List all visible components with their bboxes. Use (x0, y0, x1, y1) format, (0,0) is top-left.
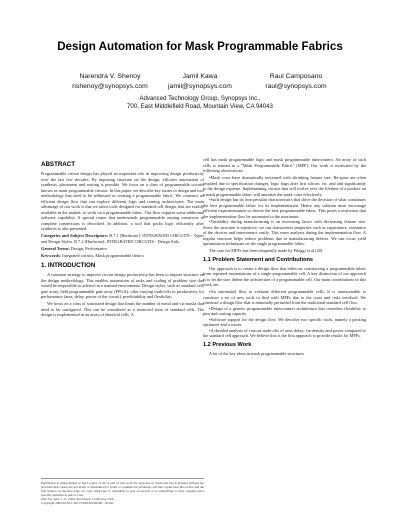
affiliation-line-1: Advanced Technology Group, Synopsys Inc., (139, 95, 261, 102)
affiliation (0, 95, 400, 111)
abstract-heading: ABSTRACT (41, 161, 76, 168)
intro-paragraph: We focus on a class of structured design that limits the number of metal and via masks that need to be configured. This can be considered as a restricted form of standard cells. The design is implemented as an array of identical cells. A (41, 301, 204, 318)
intro-paragraph: A common strategy to improve circuit design productivity has been to impose structure on the design methodology. This enables automation of tasks and scaling of problem size that would be impossible to achieve in a manual environment. Design styles, such as standard cell, gate array, field programmable gate array (FPGA), offer varying trade-offs in productivity for performance (area, delay, power of the circuit), predictability and flexibility. (41, 272, 204, 300)
keywords-text: Integrated circuits, Mask programmable fabrics (62, 252, 144, 258)
right-column (203, 157, 366, 358)
permission-notice: Permission to make digital or hard copies of all or part of this work for personal or classroom use is granted without fee provided that copies are not made or distributed for profit or commercial advantage and that copies bear this notice and the full citation on the first page. To copy otherwise, to republish, to post on servers or to redistribute to lists, requires prior specific permission and/or a fee. (41, 481, 204, 498)
author-block-kawa (145, 72, 255, 92)
general-terms (41, 246, 204, 252)
list-item: • Software support for the design flow. We describe two specific tools, namely a packing optimizer and a router. (203, 317, 366, 328)
abstract-text: Programmable circuit design has played an important role in improving design productivity over the last few decades. By imposing structure on the design, efficient automation of synthesis, placement and routing is possible. We focus on a class of programmable circuits known as mask programmable circuits. In this paper, we describe key issues in design and tool methodology that need to be addressed in creating a programmable fabric. We construct an efficient design flow that can explore different logic and routing architectures. The main advantage of our work is that we tailor tools designed for standard cell design, that are readily available in the market, to work on a programmable fabric. Our flow requires some additional software capability. A special router that understands programmable routing constructs to complete connections is described. In addition, a tool that packs logic efficiently after synthesis is also presented. (41, 171, 204, 231)
observations-list (203, 175, 366, 247)
affiliation-line-2: 700, East Middlefield Road, Mountain View, CA 94043 (127, 103, 273, 110)
contributions-list (203, 289, 366, 339)
categories-label: Categories and Subject Descriptors: (41, 233, 108, 239)
categories (41, 233, 204, 244)
author-block-camposano (241, 72, 351, 92)
author-email: raul@synopsys.com (265, 83, 327, 90)
section-heading-1-1: 1.1 Problem Statement and Contributions (203, 256, 314, 263)
left-column (41, 157, 204, 319)
introduction-heading: 1. INTRODUCTION (41, 262, 96, 270)
categories-text: B.7.1 [Hardware]: INTEGRATED CIRCUITS - Types and Design Styles. B.7.2 [Hardware]: INTEGRATED CIRCUITS - Design Aids. (41, 233, 204, 244)
list-item: • Mask costs have dramatically increased with shrinking feature size. Re-spins are often required due to specification changes, logic bugs after first silicon, etc. and add significantly to the design expense. Implementing circuits that will evolve over the lifetime of a product on a mask programmable fabric will amortize the mask costs effectively. (203, 175, 366, 197)
author-email: jamil@synopsys.com (168, 83, 232, 90)
list-item: • Variability during manufacturing is an increasing factor with decreasing feature size. Since the structure is repetitive, we can characterize properties such as capacitance, resistance of the devices and interconnect easily. This eases analysis during the implementation flow. A regular structure helps reduce problems due to manufacturing defects. We can focus yield optimization techniques on the single programmable fabric. (203, 219, 366, 247)
body-paragraph: A lot of the key ideas in mask programmable structures (209, 350, 305, 356)
copyright-line: Copyright 2004 ACM 1-58113-828-8/04/0006 ...$5.00. (41, 501, 114, 506)
author-email: nshenoy@synopsys.com (72, 83, 148, 90)
copyright-footnote (41, 478, 204, 506)
body-paragraph: The case for MPFs has been eloquently made by Pileggi et al [20]. (209, 248, 324, 254)
author-name: Raul Camposano (269, 73, 323, 80)
list-item: • Such design has its own peculiar characteristics that drive the decision of what constitutes the best programmable fabric for its implementation. Hence any solution must encourage efficient experimentation to choose the best programmable fabric. This poses a restriction that the implementation flow be automated to the maximum. (203, 197, 366, 219)
paper-title: Design Automation for Mask Programmable Fabrics (57, 40, 343, 53)
author-name: Narendra V. Shenoy (79, 73, 141, 80)
list-item: • An automated flow to evaluate different programmable cells. It is unreasonable to construct a set of new tools to deal with MPFs due to the costs and risks involved. We construct a design flow that is minimally perturbed from the traditional standard cell flow. (203, 289, 366, 306)
keywords-label: Keywords: (41, 252, 62, 258)
body-paragraph: cell has mask programmable logic and mask programmable interconnect. An array of such cells is termed as a "Mask Programmable Fabric" (MPF). Our work is motivated by the following observations: (203, 157, 366, 173)
author-name: Jamil Kawa (182, 73, 218, 80)
body-paragraph: Our approach is to create a design flow that relies on constructing a programmable fabric from repeated instantiations of a single programmable cell. A key distinction of our approach is to let the user define the architecture of a programmable cell. Our main contributions in this work are: (203, 265, 366, 288)
list-item: • A detailed analysis of various trade-offs of area, delay, via-density and power compared to the standard cell approach. We believe this is the first approach to provide results for MPFs. (203, 328, 366, 339)
conference-line: DAC'04, June 7–11, 2004, San Diego, California, USA. (41, 497, 115, 502)
list-item: • Design of a generic programmable interconnect architecture that considers flexibility to pins and routing capacity. (203, 306, 366, 317)
general-terms-label: General Terms: (41, 245, 70, 251)
general-terms-text: Design, Performance (70, 245, 108, 251)
keywords (41, 253, 204, 259)
section-heading-1-2: 1.2 Previous Work (203, 341, 252, 348)
